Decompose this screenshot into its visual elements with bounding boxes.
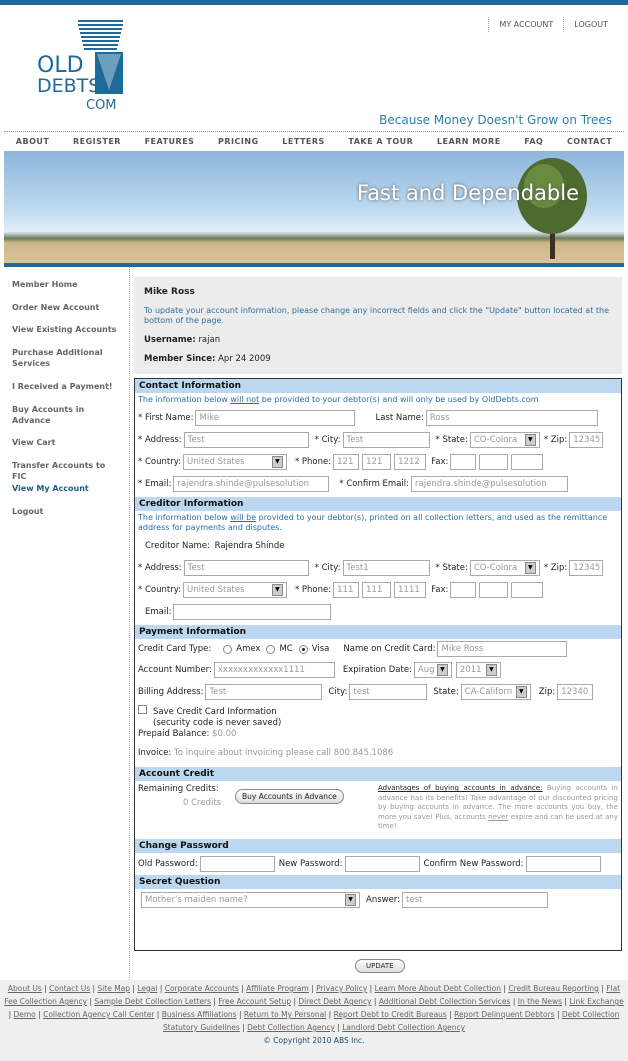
advantages-link[interactable]: Advantages of buying accounts in advance: xyxy=(378,784,543,792)
header xyxy=(4,5,624,131)
footer-link[interactable]: Collection Agency Call Center xyxy=(43,1010,155,1019)
billing-zip-input[interactable]: 12340 xyxy=(557,684,593,700)
footer-link[interactable]: Flat Fee Collection Agency xyxy=(4,984,621,1006)
olddebts-logo[interactable] xyxy=(34,20,129,115)
creditor-phone-label: * Phone: xyxy=(294,585,332,595)
contact-section-header: Contact Information xyxy=(135,379,621,393)
last-name-input[interactable]: Ross xyxy=(426,410,598,426)
footer-link[interactable]: Contact Us xyxy=(49,984,91,993)
sidebar-order-new-account[interactable]: Order New Account xyxy=(12,303,100,312)
chevron-down-icon: ▼ xyxy=(272,584,283,596)
zip-label: * Zip: xyxy=(543,435,568,445)
creditor-state-select[interactable]: CO-Colora ▼ xyxy=(470,560,540,576)
creditor-phone-line-input[interactable]: 1111 xyxy=(394,582,426,598)
username-label: Username: xyxy=(144,335,196,345)
billing-city-label: City: xyxy=(328,687,348,697)
fax-line-input[interactable] xyxy=(511,454,543,470)
creditor-name-value: Rajendra Shinde xyxy=(214,541,285,551)
copyright: © Copyright 2010 ABS Inc. xyxy=(263,1036,365,1045)
sidebar-buy-accounts-in-advance[interactable]: Buy Accounts in Advance xyxy=(12,405,85,425)
first-name-input[interactable]: Mike xyxy=(195,410,355,426)
chevron-down-icon: ▼ xyxy=(486,664,497,676)
footer-link[interactable]: Credit Bureau Reporting xyxy=(508,984,599,993)
nav-features[interactable]: FEATURES xyxy=(144,137,195,146)
creditor-section-header: Creditor Information xyxy=(135,497,621,511)
update-button[interactable]: UPDATE xyxy=(355,959,405,973)
email-label: * Email: xyxy=(138,479,172,489)
update-instructions: To update your account information, please change any incorrect fields and click the "Update" button located at the bottom of the page. xyxy=(144,306,610,325)
old-password-label: Old Password: xyxy=(138,859,198,869)
member-name: Mike Ross xyxy=(144,287,195,297)
mc-label: MC xyxy=(279,644,293,654)
footer-link[interactable]: In the News xyxy=(517,997,563,1006)
tree-image xyxy=(504,151,604,263)
buy-accounts-button[interactable]: Buy Accounts in Advance xyxy=(235,789,344,804)
confirm-password-input[interactable] xyxy=(526,856,601,872)
account-number-input[interactable]: xxxxxxxxxxxxx1111 xyxy=(214,662,335,678)
visa-label: Visa xyxy=(311,644,330,654)
billing-address-label: Billing Address: xyxy=(138,687,204,697)
creditor-fax-line-input[interactable] xyxy=(511,582,543,598)
creditor-zip-input[interactable]: 12345 xyxy=(569,560,603,576)
sidebar-view-my-account[interactable]: View My Account xyxy=(12,484,89,493)
creditor-fax-prefix-input[interactable] xyxy=(479,582,508,598)
footer-link[interactable]: Business Affiliations xyxy=(161,1010,237,1019)
chevron-down-icon: ▼ xyxy=(345,894,356,906)
nav-learn-more[interactable]: LEARN MORE xyxy=(436,137,501,146)
chevron-down-icon: ▼ xyxy=(516,686,527,698)
save-card-label: Save Credit Card Information xyxy=(153,707,277,717)
credit-section-header: Account Credit xyxy=(135,767,621,781)
remaining-credits-value: 0 Credits xyxy=(183,798,222,808)
prepaid-label: Prepaid Balance: xyxy=(138,729,210,739)
answer-label: Answer: xyxy=(366,895,401,905)
phone-area-input[interactable]: 121 xyxy=(333,454,359,470)
footer-link[interactable]: Return to My Personal xyxy=(243,1010,327,1019)
footer-link[interactable]: Direct Debt Agency xyxy=(298,997,372,1006)
footer-link[interactable]: About Us xyxy=(7,984,42,993)
confirm-email-input[interactable]: rajendra.shinde@pulsesolution xyxy=(411,476,568,492)
state-label: * State: xyxy=(435,435,468,445)
creditor-phone-area-input[interactable]: 111 xyxy=(333,582,359,598)
creditor-email-input[interactable] xyxy=(173,604,331,620)
footer-link[interactable]: Debt Collection Agency xyxy=(247,1023,335,1032)
chevron-down-icon: ▼ xyxy=(525,434,536,446)
creditor-fax-label: Fax: xyxy=(431,585,449,595)
invoice-label: Invoice: xyxy=(138,748,172,758)
svg-text:DEBTS: DEBTS xyxy=(37,75,101,97)
my-account-link[interactable]: MY ACCOUNT xyxy=(488,17,563,32)
address-label: * Address: xyxy=(138,435,182,445)
password-section-header: Change Password xyxy=(135,839,621,853)
main-nav xyxy=(4,131,624,151)
phone-label: * Phone: xyxy=(294,457,332,467)
footer-link[interactable]: Report Debt to Credit Bureaus xyxy=(333,1010,447,1019)
fax-prefix-input[interactable] xyxy=(479,454,508,470)
phone-prefix-input[interactable]: 121 xyxy=(362,454,391,470)
sidebar-view-cart[interactable]: View Cart xyxy=(12,438,56,447)
sidebar-transfer-accounts[interactable]: Transfer Accounts to FIC xyxy=(12,461,106,481)
footer-links: About Us | Contact Us | Site Map | Legal | Corporate Accounts | Affiliate Program | Privacy Policy | Learn More About Debt Collection | Credit Bureau Reporting | Flat Fee Collection Agency | Sample Debt Collection Letters | Free Account Setup | Direct Debt Agency | Additional Debt Collection Services | In the News | Link Exchange | Demo | Collection Agency Call Center | Business Affiliations | Return to My Personal | Report Debt to Credit Bureaus | Report Delinquent Debtors | Debt Collection Statutory Guidelines | Debt Collection Agency | Landlord Debt Collection Agency xyxy=(4,984,624,1032)
old-password-input[interactable] xyxy=(200,856,275,872)
billing-city-input[interactable]: test xyxy=(349,684,427,700)
contact-note: The information below will not be provided to your debtor(s) and will only be used by OldDebts.com xyxy=(138,395,539,404)
save-card-note: (security code is never saved) xyxy=(153,718,282,728)
save-card-checkbox[interactable] xyxy=(138,705,147,714)
chevron-down-icon: ▼ xyxy=(437,664,448,676)
nav-letters[interactable]: LETTERS xyxy=(282,137,325,146)
address-input[interactable]: Test xyxy=(184,432,309,448)
footer-link[interactable]: Sample Debt Collection Letters xyxy=(94,997,211,1006)
visa-radio[interactable] xyxy=(299,645,308,654)
svg-text:COM: COM xyxy=(86,98,117,113)
state-select[interactable]: CO-Colora ▼ xyxy=(470,432,540,448)
billing-zip-label: Zip: xyxy=(538,687,556,697)
footer-link[interactable]: Privacy Policy xyxy=(316,984,368,993)
creditor-country-select[interactable]: United States ▼ xyxy=(183,582,287,598)
secret-section-header: Secret Question xyxy=(135,875,621,889)
sidebar-received-payment[interactable]: I Received a Payment! xyxy=(12,382,113,391)
nav-register[interactable]: REGISTER xyxy=(72,137,121,146)
country-label: * Country: xyxy=(138,457,181,467)
fax-area-input[interactable] xyxy=(450,454,476,470)
creditor-fax-area-input[interactable] xyxy=(450,582,476,598)
sidebar-view-existing-accounts[interactable]: View Existing Accounts xyxy=(12,325,117,334)
phone-line-input[interactable]: 1212 xyxy=(394,454,426,470)
creditor-address-label: * Address: xyxy=(138,563,182,573)
invoice-text: To inquire about invoicing please call 800.845.1086 xyxy=(173,748,394,758)
footer-link[interactable]: Learn More About Debt Collection xyxy=(374,984,502,993)
billing-state-label: State: xyxy=(433,687,459,697)
footer-link[interactable]: Report Delinquent Debtors xyxy=(454,1010,555,1019)
answer-input[interactable]: test xyxy=(402,892,548,908)
account-number-label: Account Number: xyxy=(138,665,212,675)
nav-about[interactable]: ABOUT xyxy=(15,137,50,146)
secret-question-select[interactable]: Mother's maiden name? ▼ xyxy=(141,892,360,908)
email-input[interactable]: rajendra.shinde@pulsesolution xyxy=(173,476,329,492)
nav-take-a-tour[interactable]: TAKE A TOUR xyxy=(348,137,414,146)
nav-faq[interactable]: FAQ xyxy=(524,137,544,146)
nav-pricing[interactable]: PRICING xyxy=(218,137,259,146)
mc-radio[interactable] xyxy=(266,645,275,654)
new-password-label: New Password: xyxy=(278,859,343,869)
footer-link[interactable]: Additional Debt Collection Services xyxy=(378,997,511,1006)
banner-slogan: Fast and Dependable xyxy=(357,181,579,205)
prepaid-value: $0.00 xyxy=(212,729,237,739)
footer-link[interactable]: Corporate Accounts xyxy=(164,984,239,993)
member-since-value: Apr 24 2009 xyxy=(218,354,271,364)
amex-radio[interactable] xyxy=(223,645,232,654)
creditor-name-label: Creditor Name: xyxy=(145,541,210,551)
sidebar-purchase-additional-services[interactable]: Purchase Additional Services xyxy=(12,348,103,368)
cc-type-label: Credit Card Type: xyxy=(138,644,212,654)
footer-link[interactable]: Legal xyxy=(137,984,158,993)
footer-link[interactable]: Landlord Debt Collection Agency xyxy=(342,1023,466,1032)
footer xyxy=(0,980,628,1061)
creditor-city-input[interactable]: Test1 xyxy=(343,560,430,576)
first-name-label: * First Name: xyxy=(138,413,194,423)
creditor-zip-label: * Zip: xyxy=(543,563,568,573)
sidebar-logout[interactable]: Logout xyxy=(12,507,44,516)
expiration-label: Expiration Date: xyxy=(342,665,412,675)
footer-link[interactable]: Affiliate Program xyxy=(246,984,309,993)
member-since-label: Member Since: xyxy=(144,354,216,364)
new-password-input[interactable] xyxy=(345,856,420,872)
account-info xyxy=(134,277,622,374)
cc-name-input[interactable]: Mike Ross xyxy=(437,641,567,657)
creditor-email-label: Email: xyxy=(145,607,172,617)
footer-link[interactable]: Free Account Setup xyxy=(218,997,292,1006)
sidebar-member-home[interactable]: Member Home xyxy=(12,280,78,289)
account-form xyxy=(134,378,622,951)
tagline: Because Money Doesn't Grow on Trees xyxy=(379,113,612,127)
creditor-state-label: * State: xyxy=(435,563,468,573)
footer-link[interactable]: Debt Collection Statutory Guidelines xyxy=(162,1010,620,1032)
cc-name-label: Name on Credit Card: xyxy=(343,644,436,654)
sidebar xyxy=(4,267,130,980)
nav-contact[interactable]: CONTACT xyxy=(566,137,613,146)
username-value: rajan xyxy=(198,335,221,345)
svg-text:OLD: OLD xyxy=(37,53,84,78)
footer-link[interactable]: Demo xyxy=(13,1010,36,1019)
amex-label: Amex xyxy=(236,644,261,654)
confirm-password-label: Confirm New Password: xyxy=(423,859,524,869)
chevron-down-icon: ▼ xyxy=(272,456,283,468)
footer-link[interactable]: Link Exchange xyxy=(569,997,624,1006)
payment-section-header: Payment Information xyxy=(135,625,621,639)
hero-banner xyxy=(4,151,624,263)
fax-label: Fax: xyxy=(431,457,449,467)
logout-link[interactable]: LOGOUT xyxy=(563,17,618,32)
creditor-address-input[interactable]: Test xyxy=(184,560,309,576)
remaining-credits-label: Remaining Credits: xyxy=(138,784,219,794)
country-select[interactable]: United States ▼ xyxy=(183,454,287,470)
advantages-text: Advantages of buying accounts in advance: Buying accounts in advance has its benefits! Take advantage of our discounted pricing by buying accounts in advance. The more accounts you buy, the more you save! Plus, accounts never expire and can be used at any time! xyxy=(378,784,618,830)
confirm-email-label: * Confirm Email: xyxy=(339,479,410,489)
chevron-down-icon: ▼ xyxy=(525,562,536,574)
last-name-label: Last Name: xyxy=(375,413,424,423)
zip-input[interactable]: 12345 xyxy=(569,432,603,448)
exp-month-select[interactable]: Aug ▼ xyxy=(414,662,452,678)
exp-year-select[interactable]: 2011 ▼ xyxy=(456,662,501,678)
city-input[interactable]: Test xyxy=(343,432,430,448)
creditor-city-label: * City: xyxy=(314,563,341,573)
billing-state-select[interactable]: CA-Californ ▼ xyxy=(461,684,531,700)
city-label: * City: xyxy=(314,435,341,445)
creditor-country-label: * Country: xyxy=(138,585,181,595)
footer-link[interactable]: Site Map xyxy=(97,984,131,993)
creditor-note: The information below will be provided to your debtor(s), printed on all collection letters, and used as the remittance address for payments and disputes. xyxy=(138,513,608,532)
billing-address-input[interactable]: Test xyxy=(205,684,322,700)
creditor-phone-prefix-input[interactable]: 111 xyxy=(362,582,391,598)
